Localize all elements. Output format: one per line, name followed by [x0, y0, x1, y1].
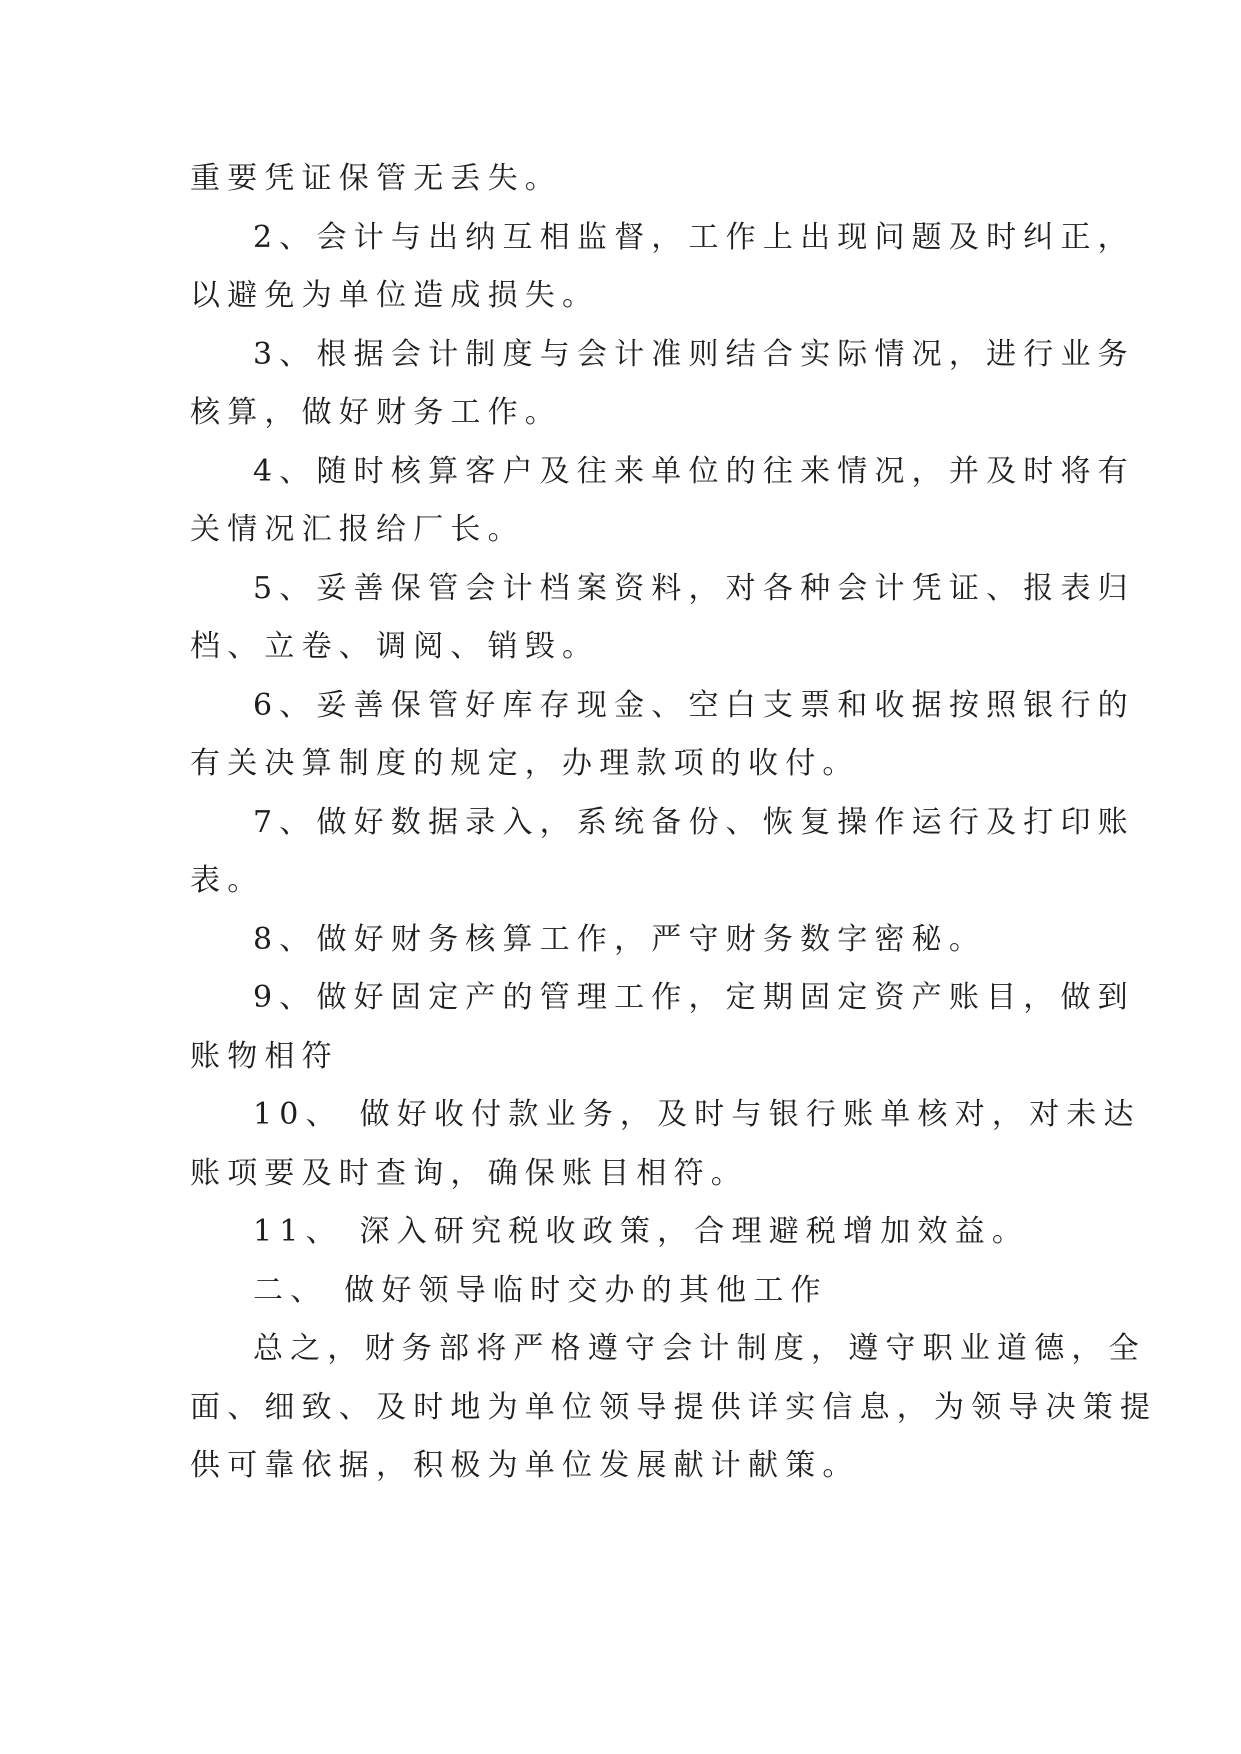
text-line: 4、随时核算客户及往来单位的往来情况，并及时将有 — [253, 453, 1135, 489]
document-body — [190, 150, 1158, 1496]
text-line: 重要凭证保管无丢失。 — [190, 161, 562, 196]
text-line: 8、做好财务核算工作，严守财务数字密秘。 — [253, 921, 987, 957]
text-line: 总之，财务部将严格遵守会计制度，遵守职业道德，全 — [253, 1331, 1146, 1366]
text-line: 11、 深入研究税收政策，合理避税增加效益。 — [253, 1214, 1030, 1249]
text-line: 面、细致、及时地为单位领导提供详实信息，为领导决策提 — [190, 1389, 1158, 1425]
text-line: 3、根据会计制度与会计准则结合实际情况，进行业务 — [253, 336, 1135, 372]
text-line: 7、做好数据录入，系统备份、恢复操作运行及打印账 — [253, 804, 1135, 840]
text-line: 核算，做好财务工作。 — [190, 395, 562, 430]
text-line: 账物相符 — [190, 1038, 339, 1074]
text-line: 二、 做好领导临时交办的其他工作 — [253, 1272, 828, 1308]
text-line: 6、妥善保管好库存现金、空白支票和收据按照银行的 — [253, 687, 1135, 723]
text-line: 10、 做好收付款业务，及时与银行账单核对，对未达 — [253, 1097, 1141, 1132]
text-line: 5、妥善保管会计档案资料，对各种会计凭证、报表归 — [253, 570, 1135, 606]
text-line: 有关决算制度的规定，办理款项的收付。 — [190, 746, 860, 781]
text-line: 9、做好固定产的管理工作，定期固定资产账目，做到 — [253, 980, 1135, 1015]
text-line: 表。 — [190, 863, 265, 898]
text-line: 关情况汇报给厂长。 — [190, 512, 525, 547]
text-line: 以避免为单位造成损失。 — [190, 278, 600, 313]
text-line: 供可靠依据，积极为单位发展献计献策。 — [190, 1448, 860, 1483]
text-line: 档、立卷、调阅、销毁。 — [190, 629, 600, 664]
text-line: 账项要及时查询，确保账目相符。 — [190, 1155, 748, 1191]
text-line: 2、会计与出纳互相监督，工作上出现问题及时纠正， — [253, 219, 1135, 255]
